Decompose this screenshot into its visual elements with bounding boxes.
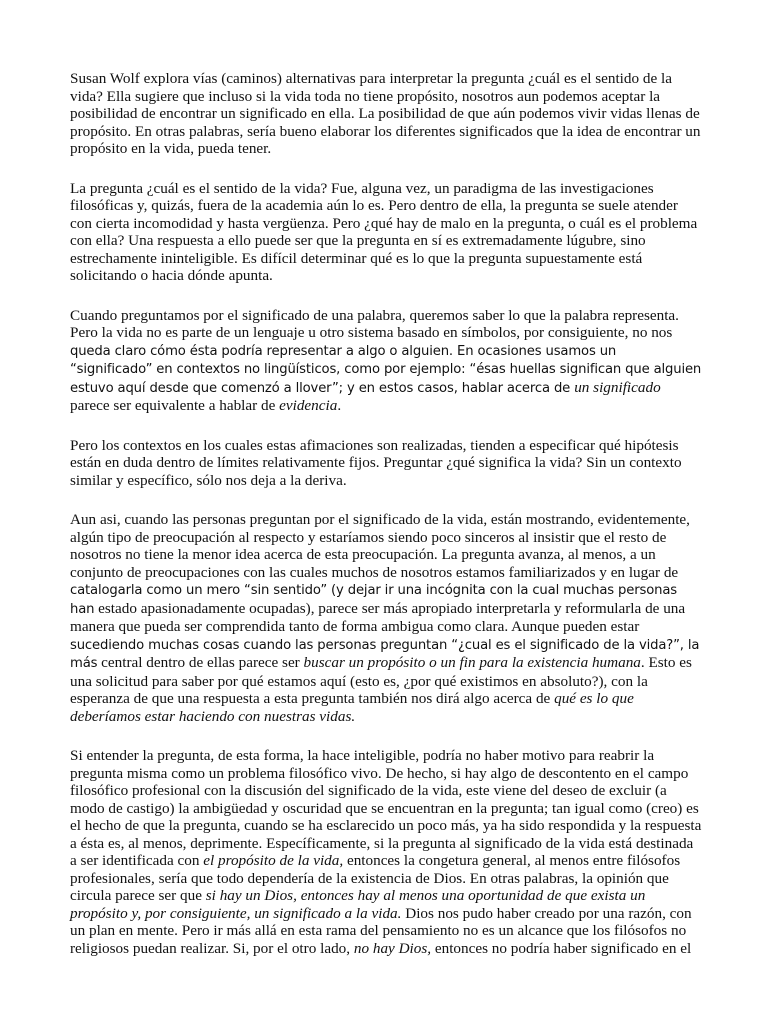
text-segment: entonces no podría haber significado en el xyxy=(431,939,692,957)
text-segment: . xyxy=(337,397,342,414)
text-segment: Si entender la pregunta, de esta forma, la hace inteligible, podría no haber motivo para reabrir la pregunta misma como un problema filosófico vivo. De hecho, si hay algo de descontento en el campo filosófico profesional con la discusión del significado de la vida, este viene del deseo de excluir (a modo de castigo) la ambigüedad y oscuridad que se encuentran en la pregunta; tan igual como (creo) es el hecho de que la pregunta, cuando se ha esclarecido un poco más, ya ha sido respondida y la respuesta a ésta es, al menos, deprimente. Específicamente, si la pregunta al significado de la vida está destinada a ser identificada con xyxy=(70,747,702,869)
paragraph xyxy=(70,70,702,158)
text-segment: . Esto es una solicitud para saber por qué estamos aquí (esto es, ¿por qué existimos en absoluto?), con la esperanza de que una respuesta a esta pregunta también nos dirá algo acerca de xyxy=(70,654,692,707)
text-segment: Pero los contextos en los cuales estas afimaciones son realizadas, tienden a especificar qué hipótesis están en duda dentro de límites relativamente fijos. Preguntar ¿qué significa la vida? Sin un contexto similar y específico, sólo nos deja a la deriva. xyxy=(70,436,682,489)
text-segment: entonces la congetura general, al menos entre filósofos profesionales, sería que todo dependería de la existencia de Dios. En otras palabras, la opinión que circula parece ser que xyxy=(70,852,681,904)
paragraph xyxy=(70,180,702,285)
paragraph xyxy=(70,747,702,957)
text-segment: estado apasionadamente ocupadas), parece ser más apropiado interpretarla y reformularla de una manera que pueda ser comprendida tanto de forma ambigua como clara. Aunque pueden estar xyxy=(70,599,686,635)
paragraph xyxy=(70,511,702,725)
text-segment: La pregunta ¿cuál es el sentido de la vida? Fue, alguna vez, un paradigma de las investigaciones filosóficas y, quizás, fuera de la academia aún lo es. Pero dentro de ella, la pregunta se suele atender con cierta incomodidad y hasta vergüenza. Pero ¿qué hay de malo en la pregunta, o cuál es el problema con ella? Una respuesta a ello puede ser que la pregunta en sí es extremadamente lúgubre, sino estrechamente ininteligible. Es difícil determinar qué es lo que la pregunta supuestamente está solicitando o hacia dónde apunta. xyxy=(70,179,698,284)
emphasized-text: evidencia xyxy=(279,397,338,414)
text-segment: central dentro de ellas parece ser xyxy=(97,654,304,671)
emphasized-text: no hay Dios, xyxy=(353,939,432,957)
emphasized-text: buscar un propósito o un fin para la existencia humana xyxy=(303,654,641,671)
emphasized-text: si hay un Dios, entonces hay al menos una oportunidad de que exista un propósito y, por consiguiente, un significado a la vida. xyxy=(70,887,646,922)
emphasized-text: el propósito de la vida, xyxy=(203,852,344,869)
text-segment: catalogarla como un mero “sin sentido” (y dejar ir una incógnita con la cual muchas personas han xyxy=(70,583,677,617)
paragraph xyxy=(70,437,702,490)
text-segment: Aun asi, cuando las personas preguntan por el significado de la vida, están mostrando, evidentemente, algún tipo de preocupación al respecto y estaríamos siendo poco sinceros al insistir que el resto de nosotros no tiene la menor idea acerca de esta preocupación. La pregunta avanza, al menos, a un conjunto de preocupaciones con las cuales muchos de nosotros estamos familiarizados y en lugar de xyxy=(70,511,690,581)
text-segment: parece ser equivalente a hablar de xyxy=(70,397,280,414)
text-segment: Cuando preguntamos por el significado de una palabra, queremos saber lo que la palabra representa. Pero la vida no es parte de un lenguaje u otro sistema basado en símbolos, por consiguiente, no nos xyxy=(70,306,679,341)
paragraph xyxy=(70,307,702,415)
text-segment: sucediendo muchas cosas cuando las personas preguntan “¿cual es el significado de la vida?”, la más xyxy=(70,637,700,671)
emphasized-text: un significado xyxy=(574,378,661,396)
text-segment: Susan Wolf explora vías (caminos) alternativas para interpretar la pregunta ¿cuál es el sentido de la vida? Ella sugiere que incluso si la vida toda no tiene propósito, nosotros aun podemos aceptar la posibilidad de encontrar un significado en ella. La posibilidad de que aún podemos vivir vidas llenas de propósito. En otras palabras, sería bueno elaborar los diferentes significados que la idea de encontrar un propósito en la vida, pueda tener. xyxy=(70,70,701,157)
emphasized-text: qué es lo que deberíamos estar haciendo con nuestras vidas. xyxy=(70,690,634,725)
text-segment: queda claro cómo ésta podría representar a algo o alguien. En ocasiones usamos un “significado” en contextos no lingüísticos, como por ejemplo: “ésas huellas significan que alguien estuvo aquí desde que comenzó a llover”; y en estos casos, hablar acerca de xyxy=(70,343,702,396)
text-segment: Dios nos pudo haber creado por una razón, con un plan en mente. Pero ir más allá en esta rama del pensamiento no es un alcance que los filósofos no religiosos puedan realizar. Si, por el otro lado, xyxy=(70,904,692,957)
